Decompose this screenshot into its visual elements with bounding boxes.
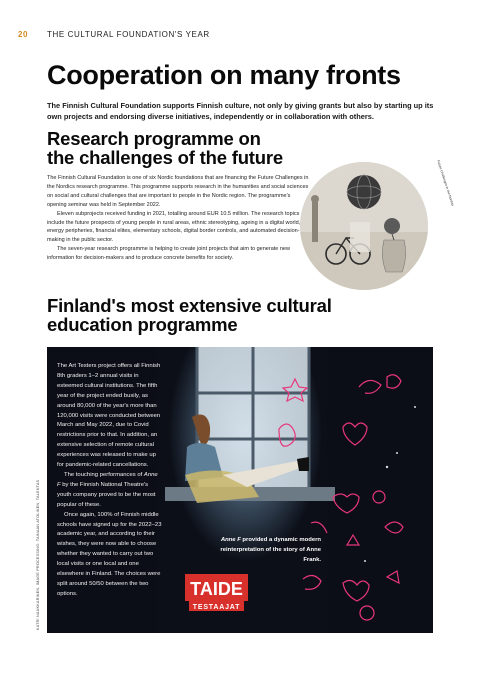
education-paragraph-1: The Art Testers project offers all Finnish 8th graders 1–2 annual visits in esteemed cultural institutions. The fifth year of the project ended busily, as around 80,000 of the year's more than 120,000 visits were conducted between March and May 2022, due to Covid restrictions prior to that. In addition, an extensive selection of remote cultural experiences was released to make up for pandemic-related cancellations. <box>57 363 161 469</box>
intro-paragraph: The Finnish Cultural Foundation supports Finnish culture, not only by giving grants but also by starting up its own projects and endorsing diverse initiatives, independently or in collaboration with others. <box>47 101 434 121</box>
research-heading-line1: Research programme on <box>47 128 261 149</box>
education-heading-line2: education programme <box>47 314 238 335</box>
photo-credit: KATRI NAUKKARINEN, IMAGE PROCESSING: TAINAAN ATOLINEN, TALENTAS <box>36 479 40 630</box>
para2-before: The touching performances of <box>64 471 144 478</box>
art-testers-text <box>57 362 162 600</box>
research-paragraph-3: The seven-year research programme is helping to create joint projects that aim to generate new information for decision-makers and to produce concrete benefits for society. <box>47 246 290 262</box>
research-paragraph-1: The Finnish Cultural Foundation is one of six Nordic foundations that are financing the Future Challenges in the Nordics research programme. This programme supports research in the humanities and social sciences on social and cultural challenges that are important to people in the Nordic region. The programme's opening seminar was held in September 2022. <box>47 175 309 208</box>
logo-line-1: TAIDE <box>190 579 243 599</box>
education-heading <box>47 296 332 334</box>
statue-icon <box>311 195 319 242</box>
education-paragraph-3: Once again, 100% of Finnish middle schools have signed up for the 2022–23 academic year, and according to their wishes, they were now able to choose whether they wanted to carry out two local visits or one local and one elsewhere in Finland. The choices were split around 50/50 between the two options. <box>57 511 162 597</box>
caption-play-title: Anne F <box>220 537 241 543</box>
page-number: 20 <box>18 30 28 39</box>
photo-caption <box>211 535 321 565</box>
research-heading-line2: the challenges of the future <box>47 147 283 168</box>
art-testers-photo <box>47 347 433 633</box>
para2-after: by the Finnish National Theatre's youth company proved to be the most popular of these. <box>57 481 156 508</box>
caption-rest: provided a dynamic modern reinterpretation of the story of Anne Frank. <box>220 537 321 563</box>
education-heading-line1: Finland's most extensive cultural <box>47 295 332 316</box>
running-header: THE CULTURAL FOUNDATION'S YEAR <box>47 30 210 39</box>
globe-icon <box>347 175 381 209</box>
play-title: Anne F <box>57 471 158 488</box>
research-paragraph-2: Eleven subprojects received funding in 2021, totalling around EUR 10.5 million. The research topics include the future prospects of young people in rural areas, ethnic stereotyping, ageing in a digital world, energy peripheries, financial elites, elementary schools, digital border controls, and automated decision-making in the public sector. <box>47 210 301 244</box>
research-image-caption: Future Challenges in the Nordics <box>436 159 455 207</box>
education-paragraph-2 <box>57 471 162 511</box>
research-body <box>47 174 309 263</box>
research-heading <box>47 129 283 167</box>
page-title: Cooperation on many fronts <box>47 60 401 90</box>
logo-line-2: TESTAAJAT <box>192 604 241 611</box>
taide-testaajat-logo <box>185 574 248 614</box>
